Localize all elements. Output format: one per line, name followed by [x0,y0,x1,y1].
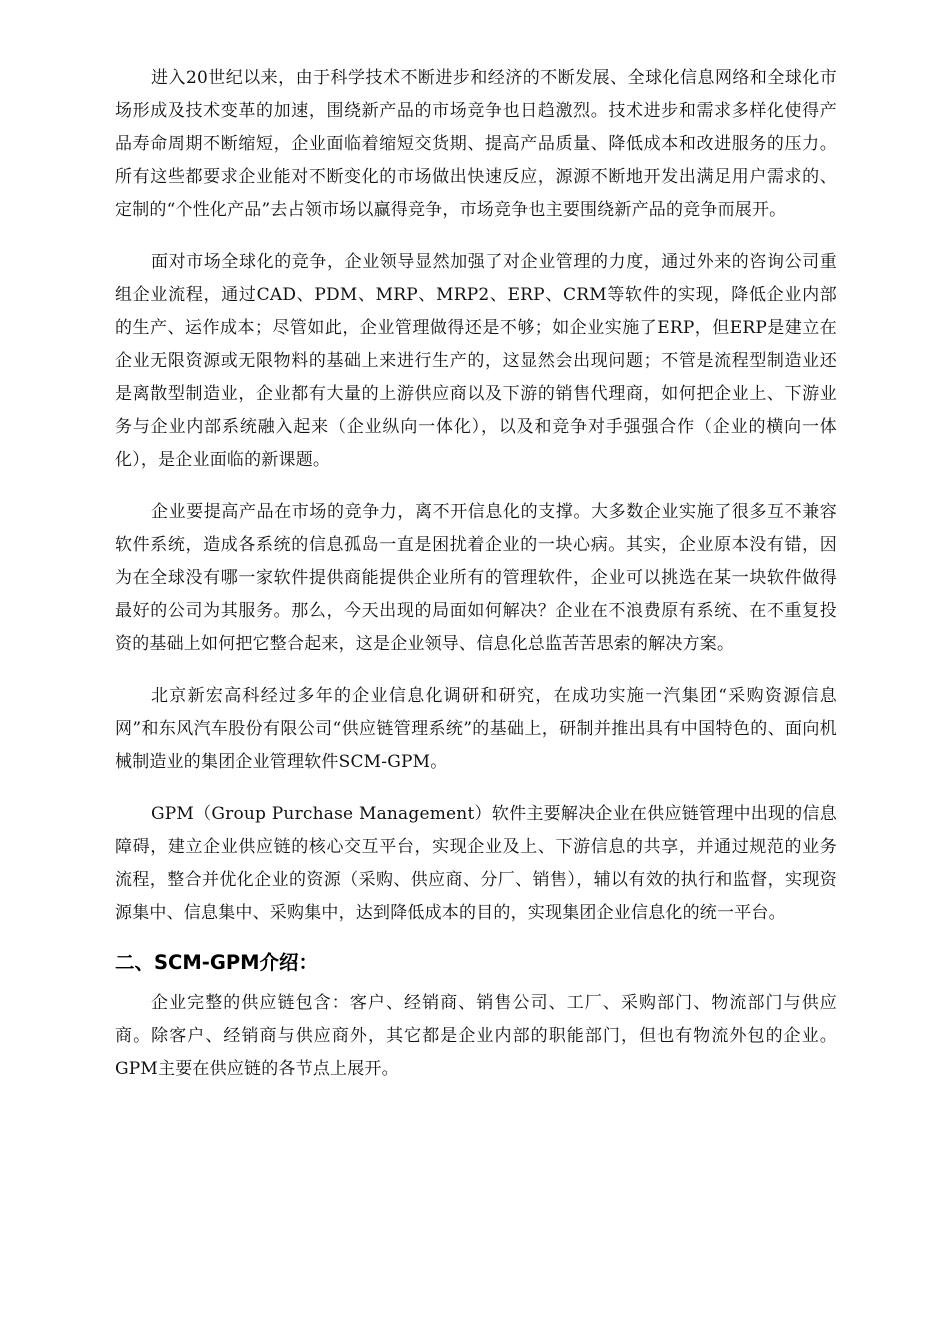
document-page [115,62,837,1105]
intro-paragraph-5: GPM（Group Purchase Management）软件主要解决企业在供应链管理中出现的信息障碍，建立企业供应链的核心交互平台，实现企业及上、下游信息的共享，并通过规范的业务流程，整合并优化企业的资源（采购、供应商、分厂、销售），辅以有效的执行和监督，实现资源集中、信息集中、采购集中，达到降低成本的目的，实现集团企业信息化的统一平台。 [115,804,837,923]
section-heading: 二、SCM-GPM介绍： [115,951,319,974]
intro-paragraph-2: 面对市场全球化的竞争，企业领导显然加强了对企业管理的力度，通过外来的咨询公司重组企业流程，通过CAD、PDM、MRP、MRP2、ERP、CRM等软件的实现，降低企业内部的生产、运作成本；尽管如此，企业管理做得还是不够；如企业实施了ERP，但ERP是建立在企业无限资源或无限物料的基础上来进行生产的，这显然会出现问题；不管是流程型制造业还是离散型制造业，企业都有大量的上游供应商以及下游的销售代理商，如何把企业上、下游业务与企业内部系统融入起来（企业纵向一体化），以及和竞争对手强强合作（企业的横向一体化），是企业面临的新课题。 [115,252,837,470]
intro-paragraph-3: 企业要提高产品在市场的竞争力，离不开信息化的支撑。大多数企业实施了很多互不兼容软件系统，造成各系统的信息孤岛一直是困扰着企业的一块心病。其实，企业原本没有错，因为在全球没有哪一家软件提供商能提供企业所有的管理软件，企业可以挑选在某一块软件做得最好的公司为其服务。那么，今天出现的局面如何解决？企业在不浪费原有系统、在不重复投资的基础上如何把它整合起来，这是企业领导、信息化总监苦苦思索的解决方案。 [115,502,837,654]
intro-paragraph-4: 北京新宏高科经过多年的企业信息化调研和研究，在成功实施一汽集团“采购资源信息网”和东风汽车股份有限公司“供应链管理系统”的基础上，研制并推出具有中国特色的、面向机械制造业的集团企业管理软件SCM-GPM。 [115,686,837,772]
section-paragraph-1: 企业完整的供应链包含：客户、经销商、销售公司、工厂、采购部门、物流部门与供应商。除客户、经销商与供应商外，其它都是企业内部的职能部门，但也有物流外包的企业。GPM主要在供应链的各节点上展开。 [115,993,837,1079]
intro-paragraph-1: 进入20世纪以来，由于科学技术不断进步和经济的不断发展、全球化信息网络和全球化市场形成及技术变革的加速，围绕新产品的市场竞争也日趋激烈。技术进步和需求多样化使得产品寿命周期不断缩短，企业面临着缩短交货期、提高产品质量、降低成本和改进服务的压力。所有这些都要求企业能对不断变化的市场做出快速反应，源源不断地开发出满足用户需求的、定制的“个性化产品”去占领市场以赢得竞争，市场竞争也主要围绕新产品的竞争而展开。 [115,68,837,220]
